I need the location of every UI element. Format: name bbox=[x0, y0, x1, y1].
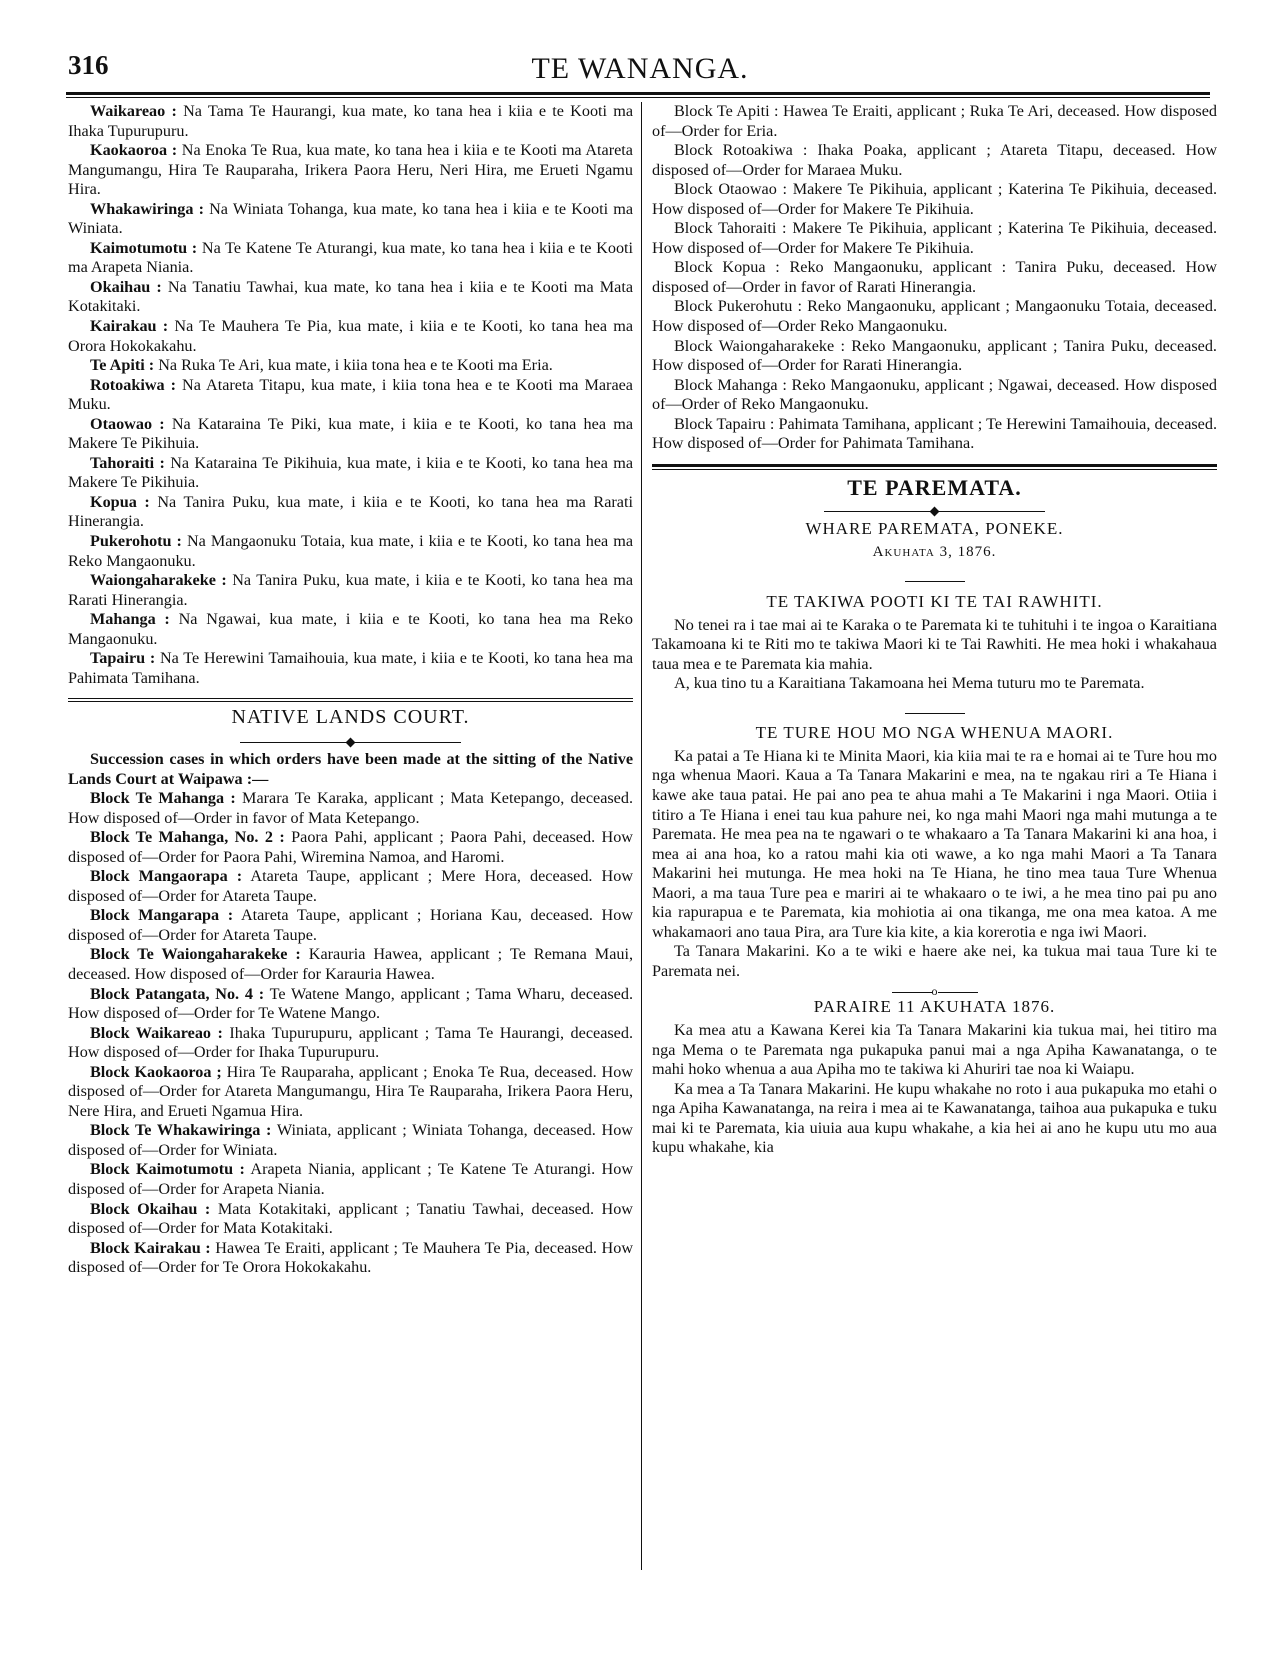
entry-paragraph bbox=[68, 867, 633, 906]
entry-lead: Block Kaimotumotu : bbox=[90, 1160, 245, 1179]
right-column bbox=[652, 102, 1217, 1158]
entry-lead: Tahoraiti : bbox=[90, 453, 165, 472]
entry-text: Atareta Taupe, applicant ; Mere Hora, deceased. How disposed of—Order for Atareta Taupe. bbox=[68, 867, 634, 905]
entry-paragraph bbox=[68, 200, 633, 239]
entry-lead: Rotoakiwa : bbox=[90, 375, 177, 394]
entry-lead: Block Mangaorapa : bbox=[90, 867, 243, 886]
entry-paragraph bbox=[68, 454, 633, 493]
entry-lead: Block Rotoakiwa : bbox=[674, 141, 808, 160]
entry-paragraph bbox=[68, 828, 633, 867]
page-number: 316 bbox=[68, 50, 109, 80]
entry-paragraph bbox=[68, 376, 633, 415]
entry-paragraph bbox=[68, 1200, 633, 1239]
entry-lead: Block Kairakau : bbox=[90, 1238, 211, 1257]
entry-text: Na Kataraina Te Piki, kua mate, i kiia e te Kooti, ko tana hea ma Makere Te Pikihuia. bbox=[68, 414, 633, 453]
entry-paragraph bbox=[68, 1063, 633, 1122]
entry-text: Na Mangaonuku Totaia, kua mate, i kiia e te Kooti, ko tana hea ma Reko Mangaonuku. bbox=[68, 532, 633, 570]
running-title: TE WANANGA. bbox=[531, 52, 749, 85]
entry-paragraph bbox=[68, 278, 633, 317]
entry-text: Karauria Hawea, applicant ; Te Remana Maui, deceased. How disposed of—Order for Karauria Hawea. bbox=[68, 945, 634, 983]
entry-text: Reko Mangaonuku, applicant ; Ngawai, deceased. How disposed of—Order of Reko Mangaonuku. bbox=[652, 375, 1217, 414]
succession-list bbox=[68, 102, 633, 688]
entry-text: Makere Te Pikihuia, applicant ; Katerina Te Pikihuia, deceased. How disposed of—Order for Makere Te Pikihuia. bbox=[652, 180, 1218, 218]
entry-lead: Block Patangata, No. 4 : bbox=[90, 984, 265, 1003]
article-ture-hou-body bbox=[652, 747, 1217, 982]
article-takiwa-body bbox=[652, 616, 1217, 694]
entry-lead: Otaowao : bbox=[90, 414, 165, 433]
court-block-list bbox=[68, 789, 633, 1278]
entry-text: Hira Te Rauparaha, applicant ; Enoka Te Rua, deceased. How disposed of—Order for Atareta Mangumangu, Hira Te Rauparaha, Irikera Paora Heru, Nere Hira, and Erueti Ngamua Hira. bbox=[68, 1062, 634, 1120]
entry-text: Paora Pahi, applicant ; Paora Pahi, deceased. How disposed of—Order for Paora Pahi, Wiremina Namoa, and Haromi. bbox=[68, 828, 633, 866]
date-line: Akuhata 3, 1876. bbox=[872, 543, 997, 560]
entry-text: Pahimata Tamihana, applicant ; Te Herewini Tamaihouia, deceased. How disposed of—Order for Pahimata Tamihana. bbox=[652, 414, 1217, 453]
entry-paragraph bbox=[68, 1239, 633, 1278]
entry-paragraph bbox=[68, 945, 633, 984]
entry-text: Winiata, applicant ; Winiata Tohanga, deceased. How disposed of—Order for Winiata. bbox=[68, 1121, 633, 1159]
entry-paragraph bbox=[68, 317, 633, 356]
entry-text: Na Atareta Titapu, kua mate, i kiia tona hea e te Kooti ma Maraea Muku. bbox=[68, 375, 633, 414]
left-column bbox=[68, 102, 633, 1278]
entry-lead: Block Te Mahanga : bbox=[90, 789, 236, 808]
date-paraire: PARAIRE 11 AKUHATA 1876. bbox=[813, 997, 1056, 1017]
short-rule bbox=[652, 700, 1217, 720]
entry-text: Na Ruka Te Ari, kua mate, i kiia tona hea e te Kooti ma Eria. bbox=[158, 356, 553, 375]
entry-paragraph bbox=[68, 649, 633, 688]
entry-paragraph bbox=[68, 1160, 633, 1199]
entry-text: Ihaka Poaka, applicant ; Atareta Titapu, deceased. How disposed of—Order for Maraea Muku. bbox=[652, 141, 1218, 179]
entry-paragraph bbox=[652, 297, 1217, 336]
entry-text: Te Watene Mango, applicant ; Tama Wharu, deceased. How disposed of—Order for Te Watene Mango. bbox=[68, 984, 634, 1023]
entry-lead: Block Mangarapa : bbox=[90, 906, 234, 925]
court-block-list-continued bbox=[652, 102, 1217, 454]
entry-lead: Block Kopua : bbox=[674, 258, 780, 277]
entry-text: Reko Mangaonuku, applicant ; Mangaonuku Totaia, deceased. How disposed of—Order Reko Mangaonuku. bbox=[652, 297, 1217, 336]
entry-paragraph bbox=[652, 415, 1217, 454]
entry-text: Arapeta Niania, applicant ; Te Katene Te Aturangi. How disposed of—Order for Arapeta Niania. bbox=[68, 1160, 634, 1198]
entry-paragraph bbox=[652, 219, 1217, 258]
entry-lead: Kaokaoroa : bbox=[90, 141, 178, 160]
entry-lead: Block Okaihau : bbox=[90, 1199, 211, 1218]
entry-lead: Block Te Mahanga, No. 2 : bbox=[90, 828, 285, 847]
entry-paragraph bbox=[652, 102, 1217, 141]
entry-lead: Okaihau : bbox=[90, 277, 162, 296]
section-rule bbox=[652, 464, 1217, 470]
article-title-ture-hou: TE TURE HOU MO NGA WHENUA MAORI. bbox=[755, 723, 1114, 743]
entry-text: Makere Te Pikihuia, applicant ; Katerina Te Pikihuia, deceased. How disposed of—Order for Makere Te Pikihuia. bbox=[652, 219, 1217, 257]
article-paragraph: Ta Tanara Makarini. Ko a te wiki e haere ake nei, ka tukua mai taua Ture ki te Paremata nei. bbox=[652, 942, 1217, 980]
entry-paragraph bbox=[68, 356, 633, 376]
entry-text: Na Tanira Puku, kua mate, i kiia e te Kooti, ko tana hea ma Rarati Hinerangia. bbox=[68, 571, 634, 609]
entry-paragraph bbox=[68, 415, 633, 454]
entry-text: Hawea Te Eraiti, applicant ; Te Mauhera Te Pia, deceased. How disposed of—Order for Te Orora Hokokakahu. bbox=[68, 1238, 634, 1277]
entry-text: Mata Kotakitaki, applicant ; Tanatiu Tawhai, deceased. How disposed of—Order for Mata Kotakitaki. bbox=[68, 1199, 633, 1238]
entry-lead: Mahanga : bbox=[90, 610, 170, 629]
section-rule bbox=[68, 698, 633, 702]
entry-text: Atareta Taupe, applicant ; Horiana Kau, deceased. How disposed of—Order for Atareta Taupe. bbox=[68, 906, 634, 944]
native-lands-court-heading: NATIVE LANDS COURT. bbox=[231, 706, 470, 729]
entry-paragraph bbox=[652, 258, 1217, 297]
entry-paragraph bbox=[68, 532, 633, 571]
entry-paragraph bbox=[68, 239, 633, 278]
entry-text: Na Tanatiu Tawhai, kua mate, ko tana hea i kiia e te Kooti ma Mata Kotakitaki. bbox=[68, 277, 633, 316]
entry-lead: Block Te Waiongaharakeke : bbox=[90, 945, 301, 964]
te-paremata-heading: TE PAREMATA. bbox=[847, 474, 1022, 500]
entry-lead: Tapairu : bbox=[90, 649, 156, 668]
entry-lead: Block Tahoraiti : bbox=[674, 219, 787, 238]
article-paragraph: A, kua tino tu a Karaitiana Takamoana hei Mema tuturu mo te Paremata. bbox=[674, 674, 1145, 693]
header-rule bbox=[66, 92, 1210, 95]
entry-lead: Block Waikareao : bbox=[90, 1023, 223, 1042]
entry-lead: Kopua : bbox=[90, 492, 150, 511]
article-paragraph: Ka mea a Ta Tanara Makarini. He kupu whakahe no roto i aua pukapuka mo etahi o nga Apiha Kawanatanga, na reira i mea ai te Kawanatanga, taihoa aua pukapuka e tuku mai ki te Paremata, kia uiuia aua kupu whakahe, a kia hei ai ano he kupu utu mo aua kupu whakahe, kia bbox=[652, 1079, 1217, 1157]
column-divider bbox=[641, 102, 642, 1570]
entry-paragraph bbox=[68, 141, 633, 200]
o-separator: o bbox=[652, 985, 1217, 997]
entry-text: Na Enoka Te Rua, kua mate, ko tana hea i kiia e te Kooti ma Atareta Mangumangu, Hira Te Rauparaha, Irikera Paora Heru, Neri Hira, me Erueti Ngamu Hira. bbox=[68, 141, 633, 199]
header-rule-thin bbox=[66, 97, 1210, 98]
article-title-takiwa: TE TAKIWA POOTI KI TE TAI RAWHITI. bbox=[766, 592, 1103, 612]
entry-lead: Block Waiongaharakeke : bbox=[674, 336, 845, 355]
entry-paragraph bbox=[68, 102, 633, 141]
whare-paremata-subheading: WHARE PAREMATA, PONEKE. bbox=[805, 519, 1064, 539]
entry-text: Na Tama Te Haurangi, kua mate, ko tana hea i kiia e te Kooti ma Ihaka Tupurupuru. bbox=[68, 102, 634, 140]
entry-paragraph bbox=[68, 789, 633, 828]
entry-lead: Block Te Apiti : bbox=[674, 102, 779, 120]
entry-paragraph bbox=[68, 906, 633, 945]
entry-lead: Block Mahanga : bbox=[674, 375, 787, 394]
article-paraire-body bbox=[652, 1021, 1217, 1158]
entry-text: Reko Mangaonuku, applicant ; Tanira Puku, deceased. How disposed of—Order for Rarati Hinerangia. bbox=[652, 336, 1217, 375]
entry-paragraph bbox=[652, 141, 1217, 180]
entry-lead: Waikareao : bbox=[90, 102, 177, 120]
entry-text: Na Te Herewini Tamaihouia, kua mate, i kiia e te Kooti, ko tana hea ma Pahimata Tamihana. bbox=[68, 649, 634, 687]
entry-text: Na Te Mauhera Te Pia, kua mate, i kiia e te Kooti, ko tana hea ma Orora Hokokakahu. bbox=[68, 317, 634, 355]
article-paragraph: No tenei ra i tae mai ai te Karaka o te Paremata ki te tuhituhi i te ingoa o Karaitiana Takamoana ki te Riti mo te takiwa Maori ki te Tai Rawhiti. He mea hoki i whakahaua taua mea e te Paremata kia mahia. bbox=[652, 615, 1217, 673]
entry-paragraph bbox=[68, 985, 633, 1024]
entry-lead: Block Otaowao : bbox=[674, 180, 787, 199]
ornament-rule bbox=[68, 732, 633, 742]
entry-paragraph bbox=[652, 376, 1217, 415]
entry-lead: Kaimotumotu : bbox=[90, 238, 198, 257]
entry-paragraph bbox=[652, 337, 1217, 376]
entry-paragraph bbox=[68, 571, 633, 610]
entry-paragraph bbox=[652, 180, 1217, 219]
entry-lead: Te Apiti : bbox=[90, 356, 155, 375]
entry-text: Na Kataraina Te Pikihuia, kua mate, i kiia e te Kooti, ko tana hea ma Makere Te Pikihuia. bbox=[68, 453, 634, 492]
article-paragraph: Ka patai a Te Hiana ki te Minita Maori, kia kiia mai te ra e homai ai te Ture hou mo nga whenua Maori. Kaua a Ta Tanara Makarini e mea, na te ngakau riri a Te Hiana i kawe ake taua patai. He pai ano pea te ahua mahi a Te Makarini i nga Maori. Otiia i titiro a Te Hiana i enei tau kua pahure nei, ko nga mahi Maori nga mahi mutunga a te Paremata. He mea pea na te ngawari o te whakaaro a Ta Tanara Makarini ki ana hoa, i mea ai ana hoa, ko a ratou mahi kia oti wawe, a ko nga mahi Maori a Ta Tanara Makarini hei mutunga. He mea hoki na Te Hiana, he tino mea taua Ture Whenua Maori, a ma taua Ture pea e mariri ai te whakaaro o te iwi, a he mea tino pai pu ano kia rapurapua e te Paremata, kia mohiotia ai ona tikanga, me ona mea katoa. A me whakamaori ano taua Pira, ara Ture kia kite, a kia korerotia e nga iwi Maori. bbox=[652, 746, 1217, 941]
court-intro: Succession cases in which orders have been made at the sitting of the Native Lands Court at Waipawa :— bbox=[68, 749, 633, 788]
short-rule bbox=[652, 568, 1217, 588]
article-paragraph: Ka mea atu a Kawana Kerei kia Ta Tanara Makarini kia tukua mai, hei titiro ma nga Mema o te Paremata nga pukapuka panui mai a nga Apiha Kawanatanga, o te mahi hoko whenua a aua Apiha mo te takiwa ki Ahuriri tae noa ki Waiapu. bbox=[652, 1020, 1217, 1079]
entry-lead: Kairakau : bbox=[90, 317, 169, 336]
entry-lead: Block Te Whakawiringa : bbox=[90, 1121, 272, 1140]
entry-text: Marara Te Karaka, applicant ; Mata Ketepango, deceased. How disposed of—Order in favor of Mata Ketepango. bbox=[68, 789, 634, 827]
entry-lead: Pukerohotu : bbox=[90, 532, 182, 551]
entry-text: Reko Mangaonuku, applicant : Tanira Puku, deceased. How disposed of—Order in favor of Rarati Hinerangia. bbox=[652, 258, 1217, 296]
entry-paragraph bbox=[68, 493, 633, 532]
entry-lead: Block Kaokaoroa ; bbox=[90, 1062, 222, 1081]
entry-lead: Whakawiringa : bbox=[90, 199, 204, 218]
entry-lead: Block Tapairu : bbox=[674, 414, 775, 433]
entry-text: Na Ngawai, kua mate, i kiia e te Kooti, ko tana hea ma Reko Mangaonuku. bbox=[68, 610, 633, 648]
entry-text: Na Winiata Tohanga, kua mate, ko tana hea i kiia e te Kooti ma Winiata. bbox=[68, 199, 634, 238]
entry-text: Ihaka Tupurupuru, applicant ; Tama Te Haurangi, deceased. How disposed of—Order for Ihaka Tupurupuru. bbox=[68, 1023, 634, 1062]
entry-text: Na Te Katene Te Aturangi, kua mate, ko tana hea i kiia e te Kooti ma Arapeta Niania. bbox=[68, 238, 634, 277]
entry-paragraph bbox=[68, 1121, 633, 1160]
entry-lead: Block Pukerohutu : bbox=[674, 297, 802, 316]
ornament-rule bbox=[652, 501, 1217, 511]
entry-paragraph bbox=[68, 610, 633, 649]
entry-lead: Waiongaharakeke : bbox=[90, 571, 227, 590]
entry-text: Hawea Te Eraiti, applicant ; Ruka Te Ari, deceased. How disposed of—Order for Eria. bbox=[652, 102, 1217, 140]
entry-text: Na Tanira Puku, kua mate, i kiia e te Kooti, ko tana hea ma Rarati Hinerangia. bbox=[68, 492, 633, 531]
entry-paragraph bbox=[68, 1024, 633, 1063]
